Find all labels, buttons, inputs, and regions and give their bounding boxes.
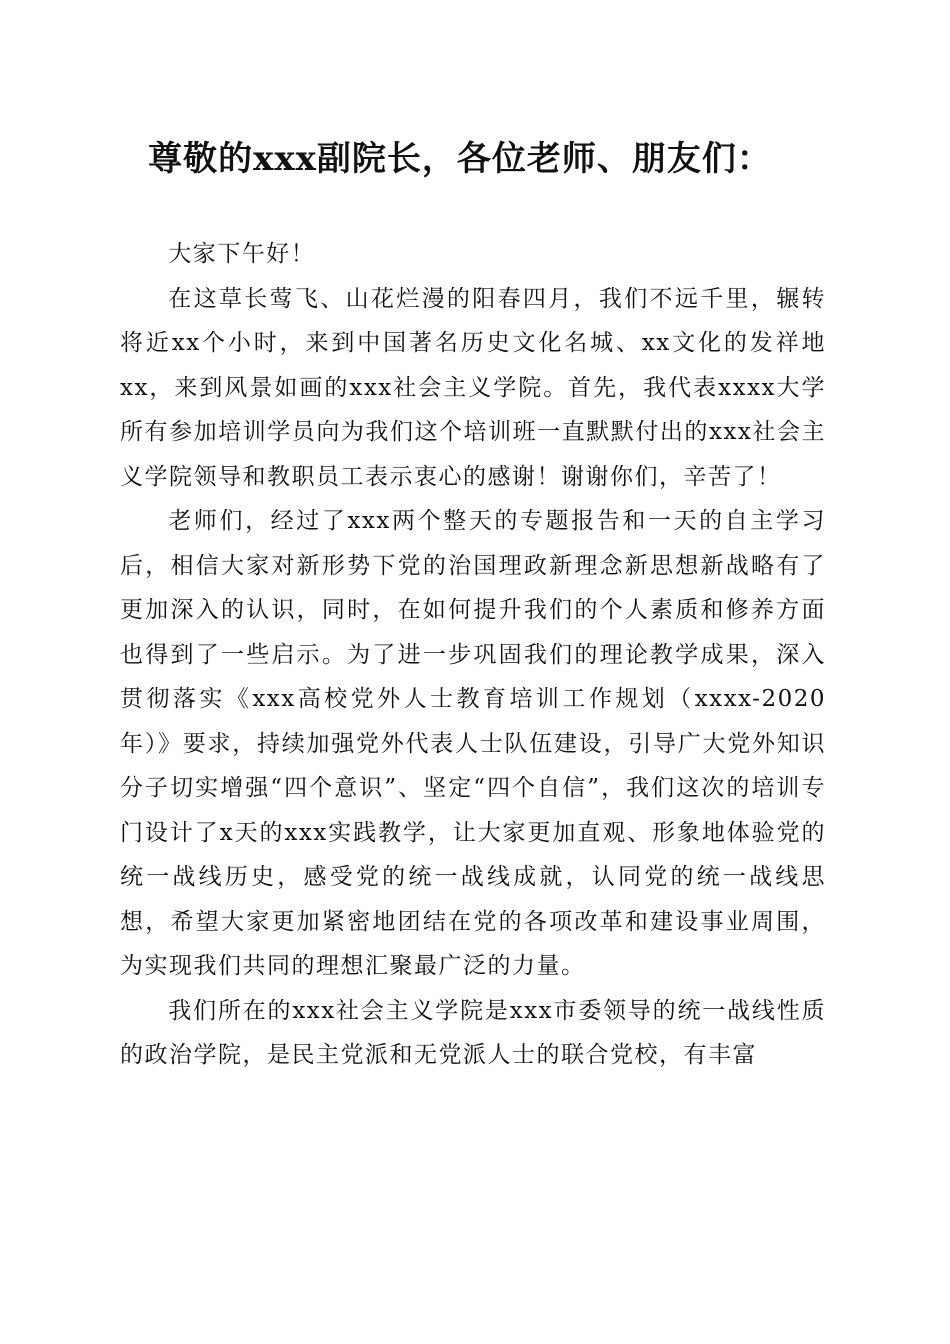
paragraph-greeting: 大家下午好！ [168,241,316,267]
paragraph-institute-intro: 我们所在的xxx社会主义学院是xxx市委领导的统一战线性质的政治学院，是民主党派和无党派人士的联合党校，有丰富 [120,997,826,1068]
speech-salutation-title: 尊敬的xxx副院长，各位老师、朋友们： [148,139,772,179]
paragraph-thanks: 在这草长莺飞、山花烂漫的阳春四月，我们不远千里，辗转将近xx个小时，来到中国著名历史文化名城、xx文化的发祥地xx，来到风景如画的xxx社会主义学院。首先，我代表xxxx大学所有参加培训学员向为我们这个培训班一直默默付出的xxx社会主义学院领导和教职员工表示衷心的感谢！谢谢你们，辛苦了！ [120,285,826,490]
paragraph-training-purpose: 老师们，经过了xxx两个整天的专题报告和一天的自主学习后，相信大家对新形势下党的治国理政新理念新思想新战略有了更加深入的认识，同时，在如何提升我们的个人素质和修养方面也得到了一些启示。为了进一步巩固我们的理论教学成果，深入贯彻落实《xxx高校党外人士教育培训工作规划（xxxx-2020年）》要求，持续加强党外代表人士队伍建设，引导广大党外知识分子切实增强“四个意识”、坚定“四个自信”，我们这次的培训专门设计了x天的xxx实践教学，让大家更加直观、形象地体验党的统一战线历史，感受党的统一战线成就，认同党的统一战线思想，希望大家更加紧密地团结在党的各项改革和建设事业周围，为实现我们共同的理想汇聚最广泛的力量。 [120,508,826,979]
speech-body [120,232,826,1078]
